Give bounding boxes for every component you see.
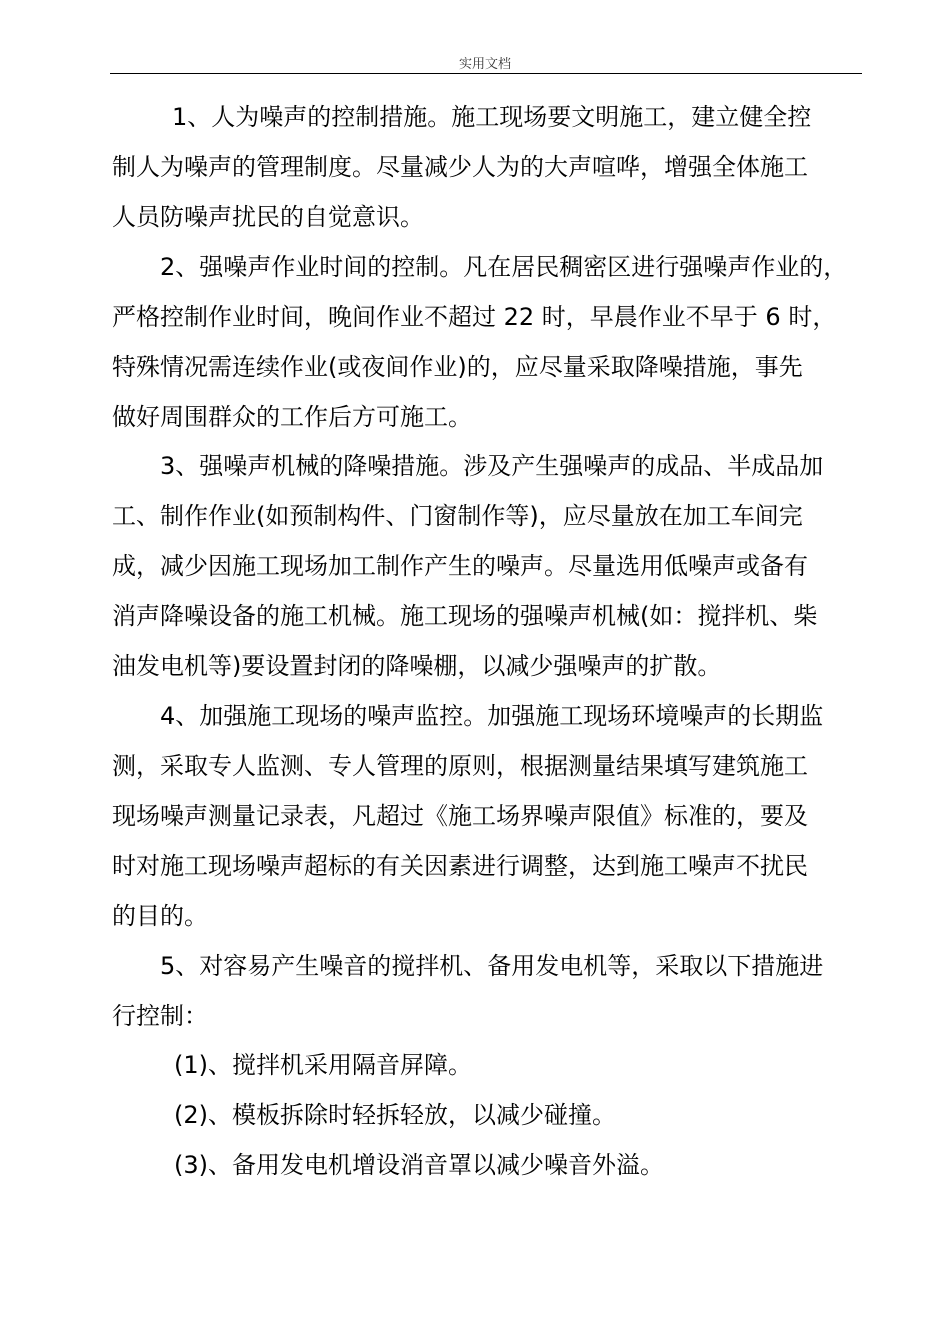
text-line: 现场噪声测量记录表，凡超过《施工场界噪声限值》标准的，要及 [112, 802, 808, 830]
text-line: 2、强噪声作业时间的控制。凡在居民稠密区进行强噪声作业的， [160, 253, 848, 281]
text-line: 5、对容易产生噪音的搅拌机、备用发电机等，采取以下措施进 [160, 952, 824, 980]
text-line: 消声降噪设备的施工机械。施工现场的强噪声机械(如：搅拌机、柴 [112, 602, 818, 630]
text-line: 测，采取专人监测、专人管理的原则，根据测量结果填写建筑施工 [112, 752, 808, 780]
text-line: 行控制： [112, 1002, 208, 1030]
list-item: (2)、模板拆除时轻拆轻放，以减少碰撞。 [174, 1101, 616, 1129]
header-title: 实用文档 [458, 57, 511, 72]
list-item: (3)、备用发电机增设消音罩以减少噪音外溢。 [174, 1151, 664, 1179]
text-line: 时对施工现场噪声超标的有关因素进行调整，达到施工噪声不扰民 [112, 852, 808, 880]
text-line: 油发电机等)要设置封闭的降噪棚，以减少强噪声的扩散。 [112, 652, 722, 680]
text-line: 特殊情况需连续作业(或夜间作业)的，应尽量采取降噪措施，事先 [112, 353, 803, 381]
text-line: 3、强噪声机械的降噪措施。涉及产生强噪声的成品、半成品加 [160, 452, 824, 480]
text-line: 1、人为噪声的控制措施。施工现场要文明施工，建立健全控 [172, 103, 812, 131]
list-item: (1)、搅拌机采用隔音屏障。 [174, 1051, 472, 1079]
text-line: 人员防噪声扰民的自觉意识。 [112, 203, 424, 231]
text-line: 的目的。 [112, 902, 208, 930]
text-line: 做好周围群众的工作后方可施工。 [112, 403, 472, 431]
text-line: 制人为噪声的管理制度。尽量减少人为的大声喧哗，增强全体施工 [112, 153, 808, 181]
text-line: 工、制作作业(如预制构件、门窗制作等)，应尽量放在加工车间完 [112, 502, 803, 530]
text-line: 4、加强施工现场的噪声监控。加强施工现场环境噪声的长期监 [160, 702, 824, 730]
text-line: 严格控制作业时间，晚间作业不超过 22 时，早晨作业不早于 6 时， [112, 303, 837, 331]
text-line: 成，减少因施工现场加工制作产生的噪声。尽量选用低噪声或备有 [112, 552, 808, 580]
header-divider [110, 73, 862, 74]
